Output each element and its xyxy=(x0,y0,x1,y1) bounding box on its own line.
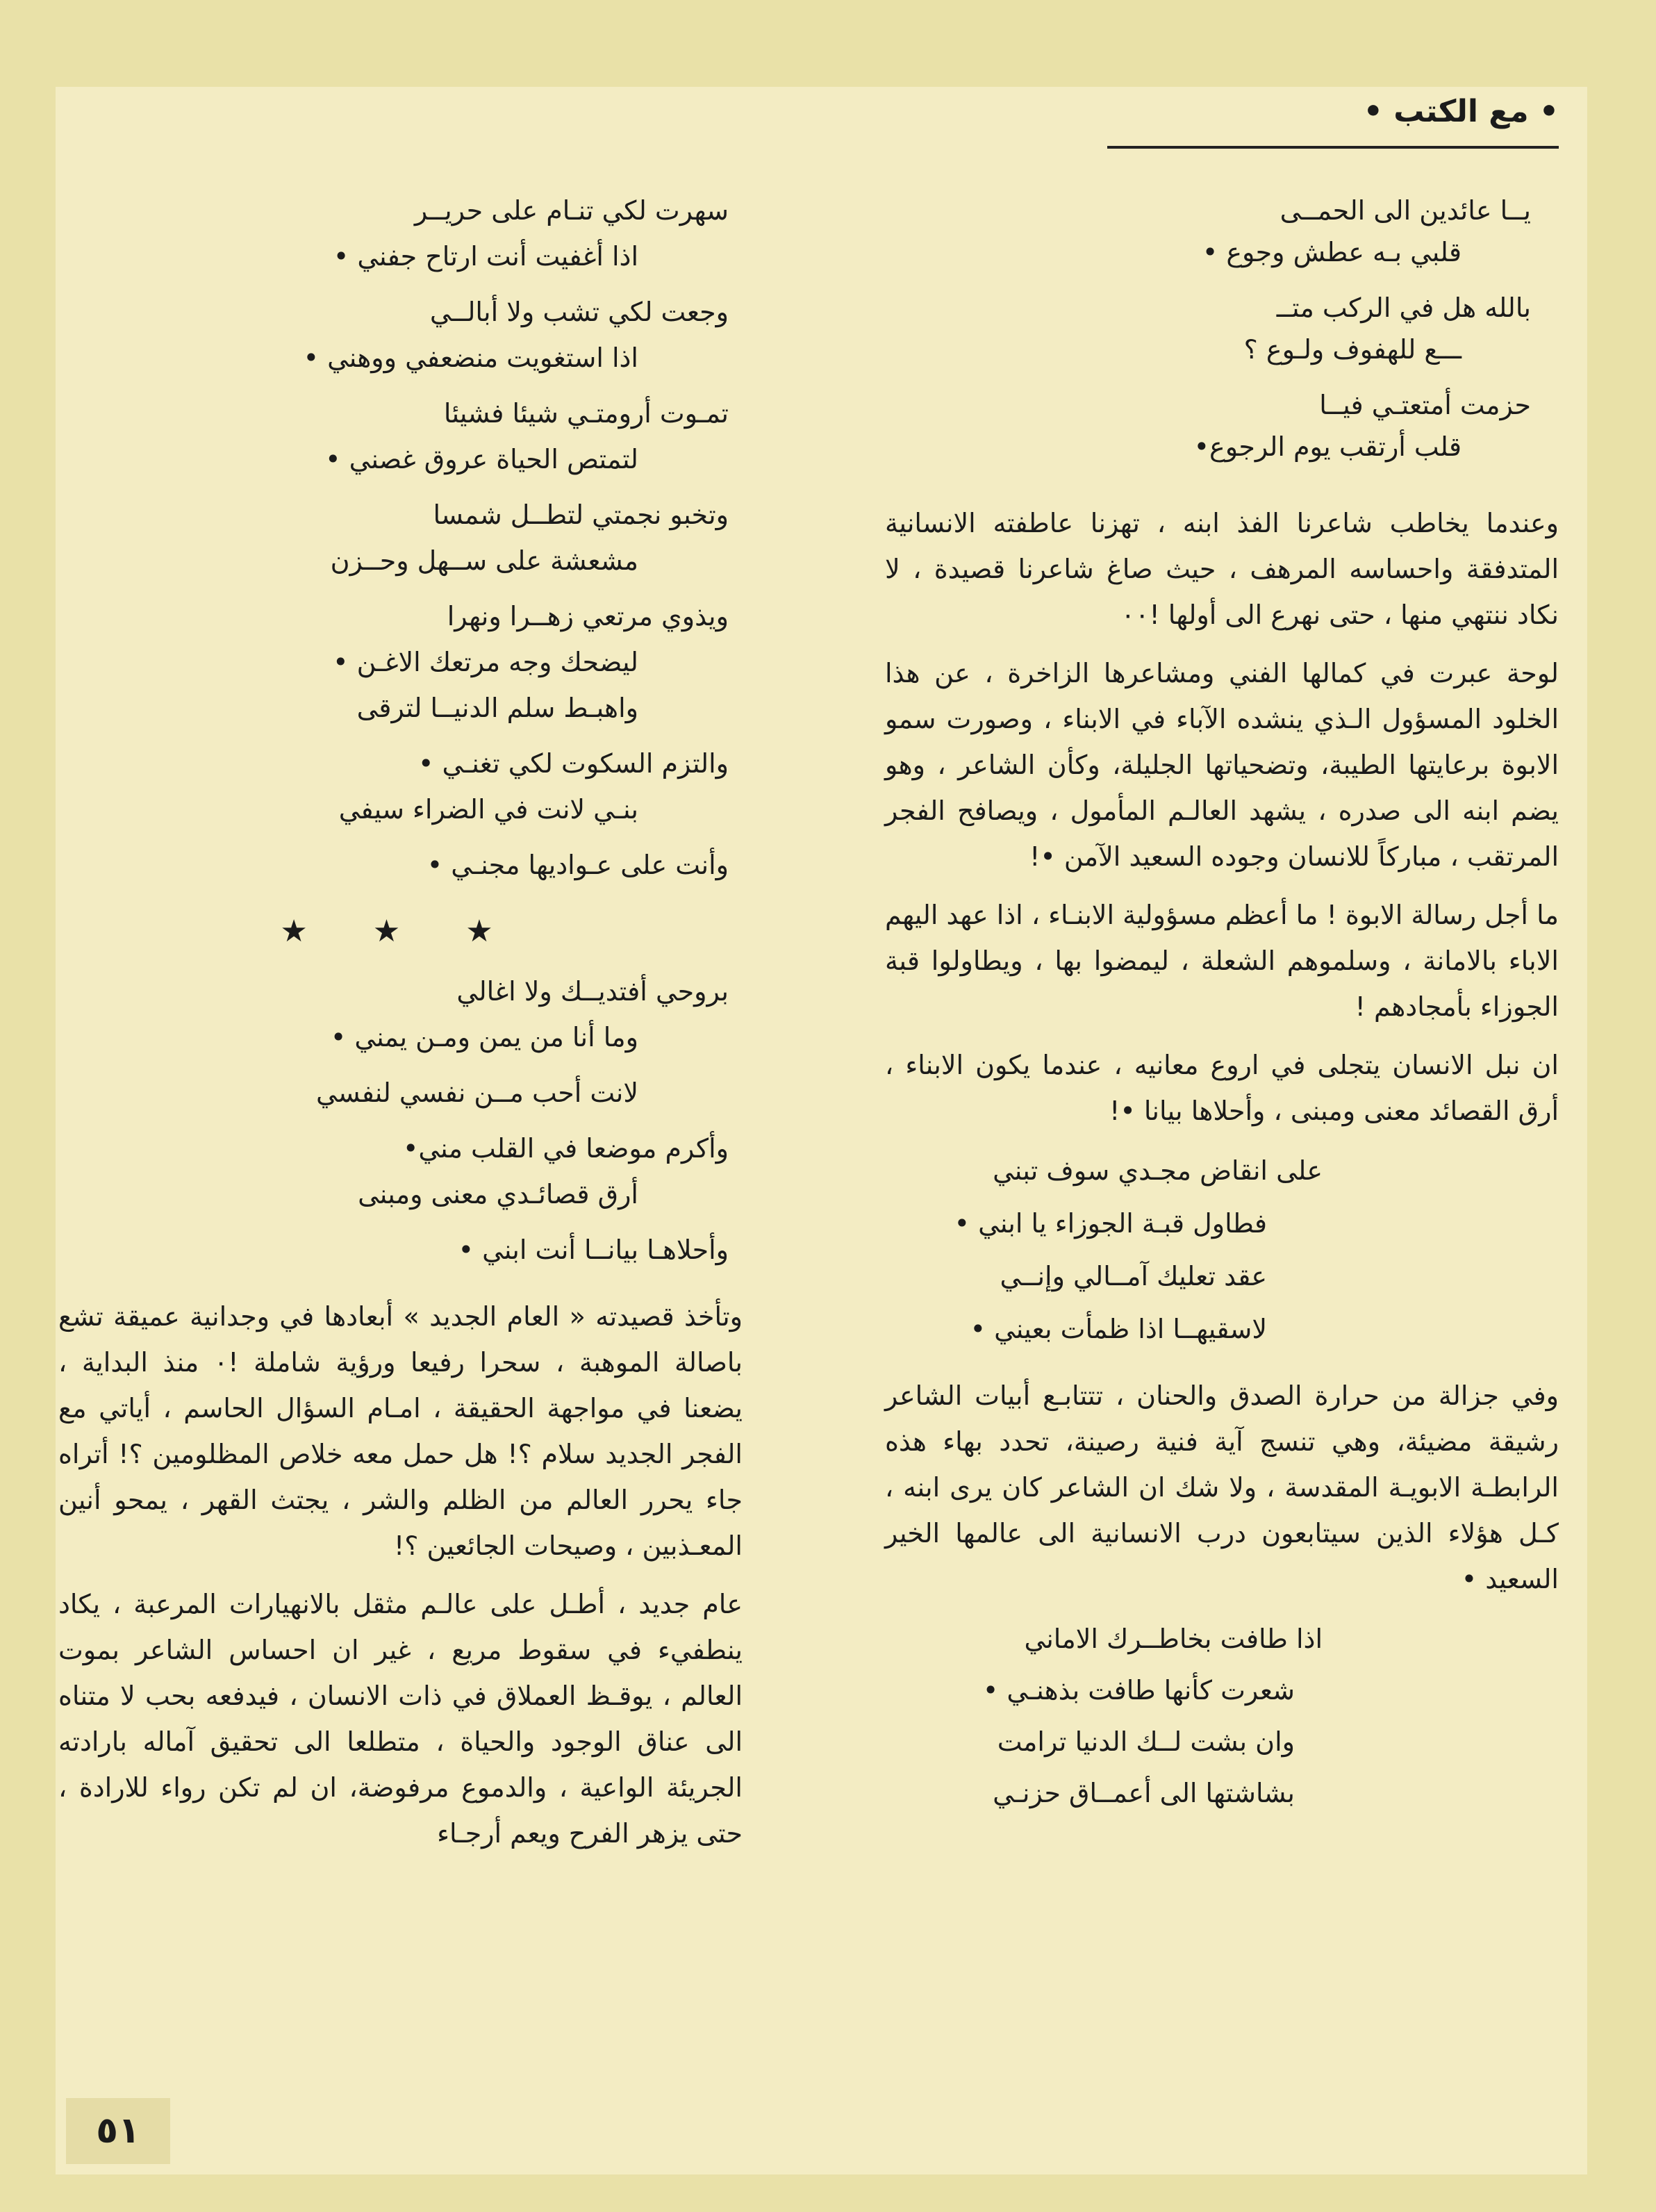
poem-block-left-2 xyxy=(58,968,743,1273)
verse-line: مشعشة على ســهل وحــزن xyxy=(330,545,638,576)
verse-line: ـــع للهفوف ولـوع ؟ xyxy=(1243,334,1462,365)
verse-line: وتخبو نجمتي لتطــل شمسا xyxy=(433,500,729,530)
verse-line: فطاول قبـة الجوزاء يا ابني • xyxy=(954,1208,1267,1239)
poem-block-2 xyxy=(885,1148,1559,1352)
verse-pair xyxy=(885,382,1559,479)
prose-block xyxy=(58,1294,743,1856)
verse-line: وان بشت لــك الدنيا ترامت xyxy=(997,1726,1295,1757)
verse-line: وأنت على عـواديها مجنـي • xyxy=(427,850,729,880)
prose-block xyxy=(885,1373,1559,1602)
verse-line: شعرت كأنها طافت بذهنـي • xyxy=(982,1675,1295,1706)
paragraph: عام جديد ، أطـل على عالـم مثقل بالانهيارات المرعبة ، يكاد ينطفيء في سقوط مريع ، غير ان احساس الشاعر بموت العالم ، يوقـظ العملاق في ذات الانسان ، فيدفعه بحب لا متناه الى عناق الوجود والحياة ، متطلعا الى تحقيق آماله بارادته الجريئة الواعية ، والدموع مرفوضة، ان لم تكن رواء للارادة ، حتى يزهر الفرح ويعم أرجـاء xyxy=(58,1589,743,1849)
paragraph: وعندما يخاطب شاعرنا الفذ ابنه ، تهزنا عاطفته الانسانية المتدفقة واحساسه المرهف ، حيث صاغ شاعرنا قصيدة ، لا نكاد ننتهي منها ، حتى نهرع الى أولها !٠٠ xyxy=(885,508,1559,630)
verse-line: اذا طافت بخاطــرك الاماني xyxy=(1024,1624,1323,1654)
paragraph: لوحة عبرت في كمالها الفني ومشاعرها الزاخرة ، عن هذا الخلود المسؤول الـذي ينشده الآباء في الابناء ، وصورت سمو الابوة برعايتها الطيبة، وتضحياتها الجليلة، وكأن الشاعر ، وهو يضم ابنه الى صدره ، يشهد العالـم المأمول ، ويصافح الفجر المرتقب ، مباركاً للانسان وجوده السعيد الآمن •! xyxy=(885,658,1559,872)
verse-line: والتزم السكوت لكي تغنـي • xyxy=(417,748,729,779)
verse-line: بالله هل في الركب متــ xyxy=(1276,292,1531,323)
verse-line: بشاشتها الى أعمــاق حزنـي xyxy=(993,1778,1295,1808)
verse-line: أرق قصائـدي معنى ومبنى xyxy=(358,1179,638,1210)
section-title: • مع الكتب • xyxy=(1363,94,1559,129)
right-column xyxy=(885,174,1559,1837)
verse-pair xyxy=(885,285,1559,382)
page-number: ٥١ xyxy=(66,2098,170,2164)
verse-line: لتمتص الحياة عروق غصني • xyxy=(325,444,638,474)
verse-line: وما أنا من يمن ومـن يمني • xyxy=(330,1022,638,1053)
poem-block-1 xyxy=(885,188,1559,479)
poem-block-left-1 xyxy=(58,188,743,888)
verse-line: عقد تعليك آمــالي وإنــي xyxy=(1000,1261,1267,1291)
verse-line: قلبي بـه عطش وجوع • xyxy=(1202,237,1462,267)
verse-pair xyxy=(885,188,1559,285)
verse-line: وأحلاهـا بيانــا أنت ابني • xyxy=(458,1235,729,1265)
verse-line: على انقاض مجـدي سوف تبني xyxy=(993,1155,1323,1186)
verse-line: وأكرم موضعا في القلب مني• xyxy=(403,1133,729,1164)
prose-block xyxy=(885,500,1559,1134)
verse-line: لانت أحب مــن نفسي لنفسي xyxy=(316,1078,638,1108)
verse-line: سهرت لكي تنـام على حريــر xyxy=(414,195,729,226)
verse-line: واهبـط سلم الدنيــا لترقى xyxy=(356,693,638,723)
paragraph: ان نبل الانسان يتجلى في اروع معانيه ، عندما يكون الابناء ، أرق القصائد معنى ومبنى ، وأحلاها بيانا •! xyxy=(885,1050,1559,1126)
verse-line: حزمت أمتعتـي فيــا xyxy=(1319,390,1531,420)
verse-line: ليضحك وجه مرتعك الاغـن • xyxy=(333,647,638,677)
left-column xyxy=(58,174,743,1869)
header-rule xyxy=(1107,146,1559,149)
paragraph: وفي جزالة من حرارة الصدق والحنان ، تتتابـع أبيات الشاعر رشيقة مضيئة، وهي تنسج آية فنية رصينة، تحدد بهاء هذه الرابطـة الابويـة المقدسة ، ولا شك ان الشاعر كان يرى ابنه ، كـل هؤلاء الذين سيتابعون درب الانسانية الى عالمها الخير السعيد • xyxy=(885,1380,1559,1594)
verse-line: بروحي أفتديــك ولا اغالي xyxy=(456,976,729,1007)
verse-line: اذا استغويت منضعفي ووهني • xyxy=(303,342,638,373)
verse-line: ويذوي مرتعي زهــرا ونهرا xyxy=(447,601,729,632)
verse-line: وجعت لكي تشب ولا أبالــي xyxy=(429,297,729,327)
verse-line: لاسقيهــا اذا ظمأت بعيني • xyxy=(970,1314,1267,1344)
paragraph: وتأخذ قصيدته « العام الجديد » أبعادها في وجدانية عميقة تشع باصالة الموهبة ، سحرا رفيعا ورؤية شاملة !٠ منذ البداية ، يضعنا في مواجهة الحقيقة ، امـام السؤال الحاسم ، أياتي مع الفجر الجديد سلام ؟! هل حمل معه خلاص المظلومين ؟! أتراه جاء يحرر العالم من الظلم والشر ، يجتث القهر ، يمحو أنين المعـذبين ، وصيحات الجائعين ؟! xyxy=(58,1301,743,1561)
verse-line: تمـوت أرومتـي شيئا فشيئا xyxy=(443,398,729,429)
verse-line: اذا أغفيت أنت ارتاح جفني • xyxy=(333,241,638,272)
verse-line: قلب أرتقب يوم الرجوع• xyxy=(1193,431,1462,462)
verse-line: يــا عائدين الى الحمــى xyxy=(1280,195,1531,226)
paragraph: ما أجل رسالة الابوة ! ما أعظم مسؤولية الابنـاء ، اذا عهد اليهم الاباء بالامانة ، وسلموهم الشعلة ، ليمضوا بها ، ويطاولوا قبة الجوزاء بأمجادهم ! xyxy=(885,900,1559,1022)
poem-block-3 xyxy=(885,1616,1559,1816)
section-stars: ★ ★ ★ xyxy=(280,914,521,949)
verse-line: بنـي لانت في الضراء سيفي xyxy=(338,794,638,825)
